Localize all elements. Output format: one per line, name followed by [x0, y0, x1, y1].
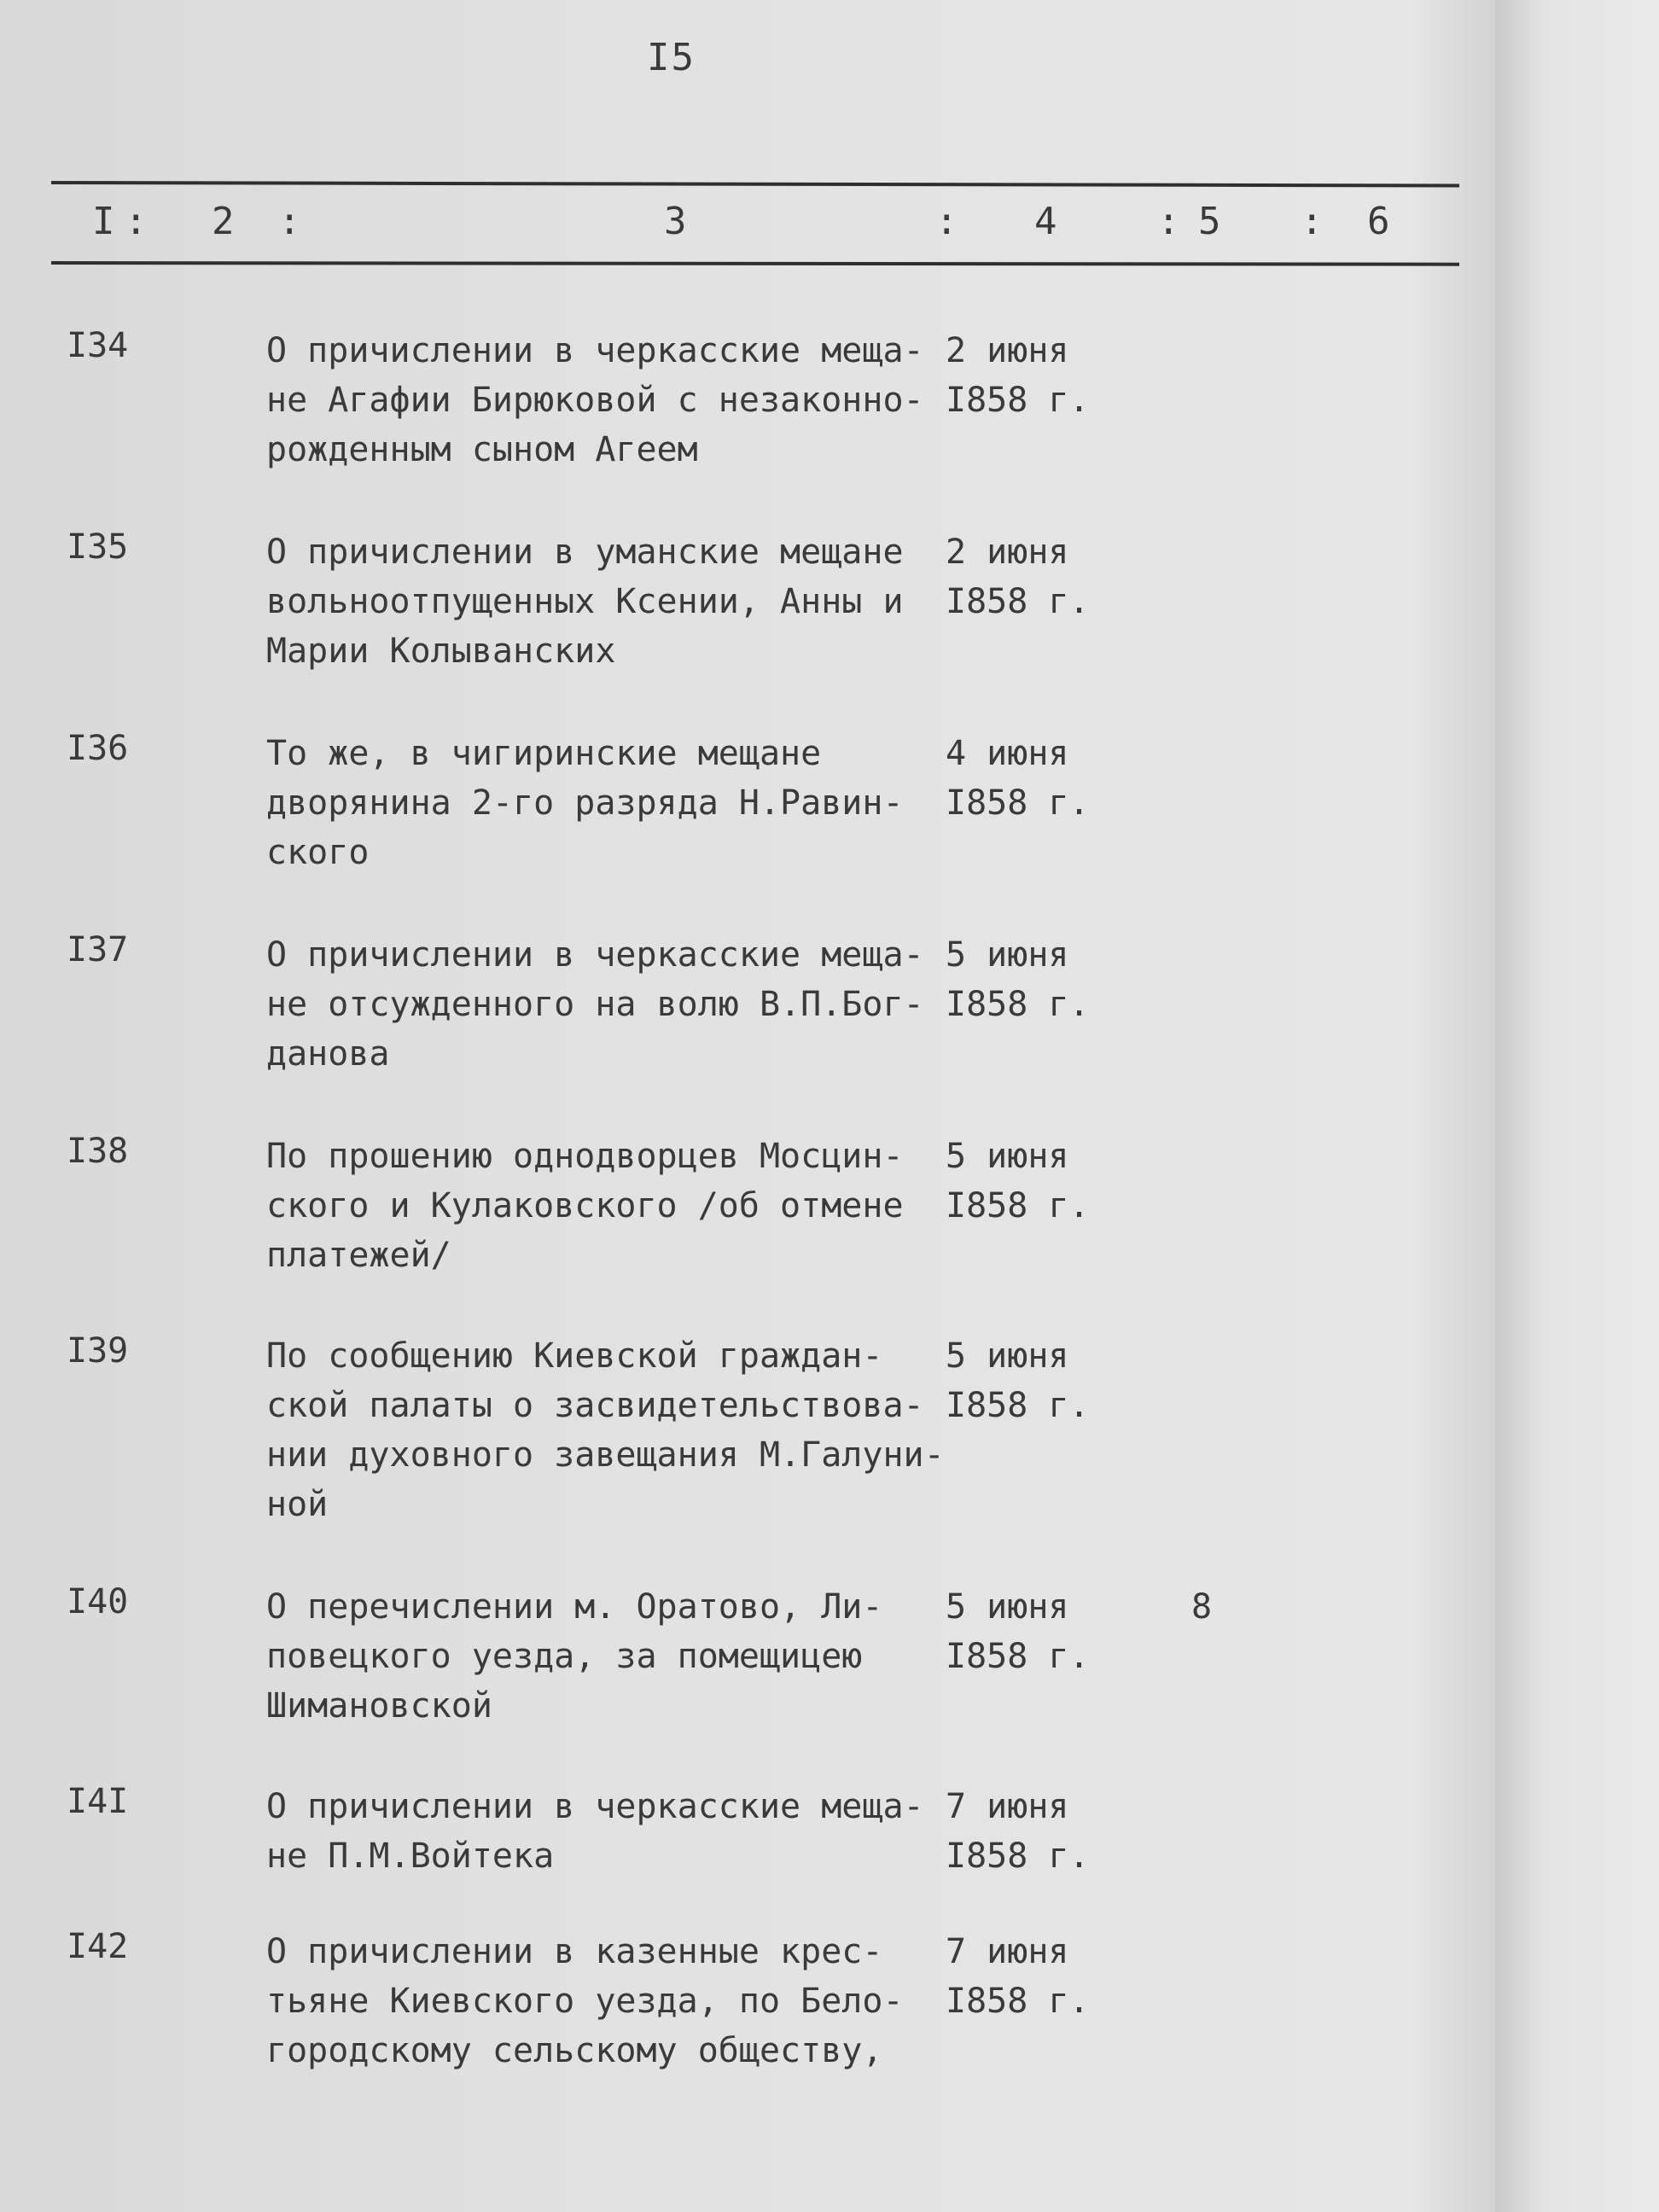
entry-date: 2 июня I858 г. — [946, 331, 1090, 420]
entry-description: По сообщению Киевской граждан- ской палаты о засвидетельствова- нии духовного завещания М.Галуни- ной — [266, 1336, 945, 1524]
entry-description: О причислении в черкасские меща- не отсужденного на волю В.П.Бог- данова — [266, 935, 924, 1074]
col-header-6: 6 — [1367, 200, 1390, 243]
entry-description: О причислении в уманские мещане вольноотпущенных Ксении, Анны и Марии Колыванских — [266, 533, 904, 671]
entry-date: 5 июня I858 г. — [946, 935, 1090, 1024]
entry-description: О причислении в черкасские меща- не П.М.Войтека — [266, 1787, 924, 1876]
entry-date: 5 июня I858 г. — [946, 1336, 1090, 1425]
col-header-5: 5 — [1198, 200, 1221, 243]
entry-date: 7 июня I858 г. — [946, 1932, 1090, 2021]
header-rule-bottom — [51, 261, 1459, 266]
entry-description: О причислении в казенные крес- тьяне Киевского уезда, по Бело- городскому сельскому обществу, — [266, 1932, 904, 2070]
col-separator: : — [935, 200, 958, 243]
entry-date: 2 июня I858 г. — [946, 533, 1090, 621]
entry-number: I38 — [67, 1132, 129, 1171]
header-rule-top — [51, 181, 1459, 187]
entry-number: I34 — [67, 326, 129, 365]
col-header-4: 4 — [1034, 200, 1057, 243]
entry-number: I37 — [67, 930, 129, 969]
entry-col5-value: 8 — [1191, 1587, 1213, 1627]
entry-description: По прошению однодворцев Мосцин- ского и Кулаковского /об отмене платежей/ — [266, 1137, 904, 1275]
entry-number: I36 — [67, 729, 129, 768]
col-separator: : — [1301, 200, 1324, 243]
entry-number: I35 — [67, 527, 129, 567]
entry-date: 5 июня I858 г. — [946, 1587, 1090, 1676]
col-separator: : — [1157, 200, 1180, 243]
col-separator: : — [278, 200, 301, 243]
entry-number: I40 — [67, 1582, 129, 1621]
entry-number: I4I — [67, 1782, 129, 1821]
entry-date: 5 июня I858 г. — [946, 1137, 1090, 1225]
page-edge-shadow — [1495, 0, 1659, 2212]
entry-number: I42 — [67, 1927, 129, 1966]
entry-description: То же, в чигиринские мещане дворянина 2-го разряда Н.Равин- ского — [266, 734, 904, 872]
entry-date: 4 июня I858 г. — [946, 734, 1090, 823]
entry-description: О причислении в черкасские меща- не Агафии Бирюковой с незаконно- рожденным сыном Агеем — [266, 331, 924, 469]
col-header-3: 3 — [664, 200, 687, 243]
col-separator: : — [125, 200, 148, 243]
entry-date: 7 июня I858 г. — [946, 1787, 1090, 1876]
entry-description: О перечислении м. Оратово, Ли- повецкого уезда, за помещицею Шимановской — [266, 1587, 883, 1726]
col-header-1: I — [92, 200, 115, 243]
col-header-2: 2 — [212, 200, 235, 243]
page-number: I5 — [647, 36, 696, 79]
entry-number: I39 — [67, 1331, 129, 1371]
